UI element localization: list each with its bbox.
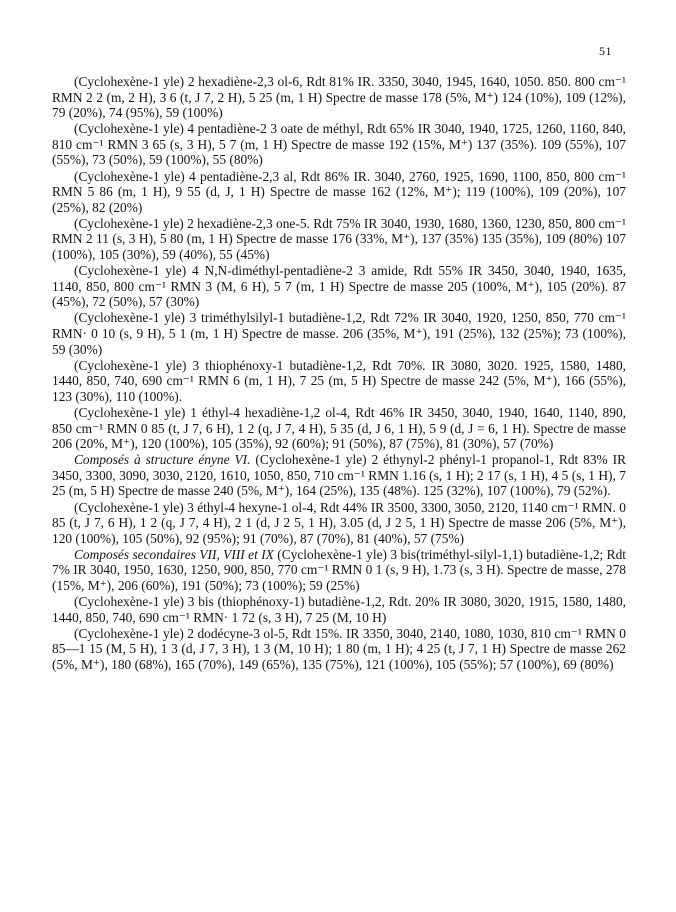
paragraph (52, 74, 626, 121)
paragraph-text: (Cyclohexène-1 yle) 2 hexadiène-2,3 ol-6, Rdt 81% IR. 3350, 3040, 1945, 1640, 1050. 850. 800 cm⁻¹ RMN 2 2 (m, 2 H), 3 6 (t, J 7, 2 H), 5 25 (m, 1 H) Spectre de masse 178 (5%, M⁺) 124 (10%), 109 (12%), 79 (20%), 74 (95%), 59 (100%) (52, 74, 626, 121)
paragraph (52, 263, 626, 310)
paragraph-text: (Cyclohexène-1 yle) 2 éthynyl-2 phényl-1 propanol-1, Rdt 83% IR 3450, 3300, 3090, 3030, 2120, 1610, 1050, 850, 710 cm⁻¹ RMN 1.16 (s, 1 H); 2 17 (s, 1 H), 4 5 (s, 1 H), 7 25 (m, 5 H) Spectre de masse 240 (5%, M⁺), 164 (25%), 135 (48%). 125 (32%), 107 (100%), 79 (52%). (52, 452, 627, 499)
paragraph-text: (Cyclohexène-1 yle) 4 pentadiène-2 3 oate de méthyl, Rdt 65% IR 3040, 1940, 1725, 1260, 1160, 840, 810 cm⁻¹ RMN 3 65 (s, 3 H), 5 7 (m, 1 H) Spectre de masse 192 (15%, M⁺) 137 (35%). 109 (55%), 107 (55%), 73 (50%), 59 (100%), 55 (80%) (52, 121, 626, 168)
paragraph (52, 626, 626, 673)
paragraph (52, 594, 626, 625)
paragraph-text: (Cyclohexène-1 yle) 2 dodécyne-3 ol-5, Rdt 15%. IR 3350, 3040, 2140, 1080, 1030, 810 cm⁻¹ RMN 0 85—1 15 (M, 5 H), 1 3 (d, J 7, 3 H), 1 3 (M, 10 H); 1 80 (m, 1 H); 4 25 (t, J 7, 1 H) Spectre de masse 262 (5%, M⁺), 180 (68%), 165 (70%), 149 (65%), 135 (75%), 121 (100%), 105 (55%); 57 (100%), 69 (80%) (52, 625, 626, 672)
paragraph (52, 310, 626, 357)
paragraph-text: (Cyclohexène-1 yle) 1 éthyl-4 hexadiène-1,2 ol-4, Rdt 46% IR 3450, 3040, 1940, 1640, 1140, 890, 850 cm⁻¹ RMN 0 85 (t, J 7, 6 H), 1 2 (q, J 7, 4 H), 5 35 (d, J 6, 1 H), 5 9 (d, J = 6, 1 H). Spectre de masse 206 (20%, M⁺), 120 (100%), 105 (35%), 92 (60%); 91 (50%), 87 (75%), 81 (30%), 57 (70%) (52, 404, 626, 452)
paragraph-text: (Cyclohexène-1 yle) 3 éthyl-4 hexyne-1 ol-4, Rdt 44% IR 3500, 3300, 3050, 2120, 1140 cm⁻¹ RMN. 0 85 (t, J 7, 6 H), 1 2 (q, J 7, 4 H), 2 1 (d, J 2 5, 1 H), 3.05 (d, J 2 5, 1 H) Spectre de masse 206 (5%, M⁺), 120 (100%), 105 (50%), 92 (95%); 91 (70%), 87 (70%), 81 (40%), 57 (75%) (52, 499, 626, 546)
paragraph (52, 547, 626, 594)
body-text (52, 74, 626, 673)
paragraph-text: (Cyclohexène-1 yle) 4 pentadiène-2,3 al, Rdt 86% IR. 3040, 2760, 1925, 1690, 1100, 850, 800 cm⁻¹ RMN 5 86 (m, 1 H), 9 55 (d, J, 1 H) Spectre de masse 162 (12%, M⁺); 119 (100%), 109 (20%), 107 (25%), 82 (20%) (52, 168, 626, 215)
paragraph (52, 169, 626, 216)
paragraph-text: (Cyclohexène-1 yle) 2 hexadiène-2,3 one-5. Rdt 75% IR 3040, 1930, 1680, 1360, 1230, 850, 800 cm⁻¹ RMN 2 11 (s, 3 H), 5 80 (m, 1 H) Spectre de masse 176 (33%, M⁺), 137 (35%) 135 (35%), 109 (80%) 107 (100%), 105 (30%), 59 (40%), 55 (45%) (52, 215, 626, 263)
section-heading-italic: Composés secondaires VII, VIII et IX (74, 546, 274, 562)
paragraph-text: (Cyclohexène-1 yle) 3 thiophénoxy-1 butadiène-1,2, Rdt 70%. IR 3080, 3020. 1925, 1580, 1480, 1440, 850, 740, 690 cm⁻¹ RMN 6 (m, 1 H), 7 25 (m, 5 H) Spectre de masse 242 (5%, M⁺), 166 (55%), 123 (30%), 110 (100%). (52, 357, 626, 404)
paragraph-text: (Cyclohexène-1 yle) 3 bis (thiophénoxy-1) butadiène-1,2, Rdt. 20% IR 3080, 3020, 1915, 1580, 1480, 1440, 850, 740, 690 cm⁻¹ RMN· 1 72 (s, 3 H), 7 25 (M, 10 H) (52, 594, 626, 625)
paragraph (52, 452, 626, 499)
page-number: 51 (599, 44, 612, 58)
paragraph (52, 358, 626, 405)
paragraph (52, 121, 626, 168)
paragraph-text: (Cyclohexène-1 yle) 3 bis(triméthyl-silyl-1,1) butadiène-1,2; Rdt 7% IR 3040, 1950, 1630, 1250, 900, 850, 770 cm⁻¹ RMN 0 1 (s, 9 H), 1.73 (s, 3 H). Spectre de masse, 278 (15%, M⁺), 206 (60%), 191 (50%); 73 (100%); 59 (25%) (52, 546, 626, 593)
paragraph (52, 405, 626, 452)
paragraph (52, 500, 626, 547)
section-heading-italic: Composés à structure ényne VI. (74, 452, 251, 468)
paragraph-text: (Cyclohexène-1 yle) 3 triméthylsilyl-1 butadiène-1,2, Rdt 72% IR 3040, 1920, 1250, 850, 770 cm⁻¹ RMN· 0 10 (s, 9 H), 5 1 (m, 1 H) Spectre de masse. 206 (35%, M⁺), 191 (25%), 132 (25%); 73 (100%), 59 (30%) (52, 310, 626, 357)
paragraph-text: (Cyclohexène-1 yle) 4 N,N-diméthyl-pentadiène-2 3 amide, Rdt 55% IR 3450, 3040, 1940, 1635, 1140, 850, 800 cm⁻¹ RMN 3 (M, 6 H), 5 7 (m, 1 H) Spectre de masse 205 (100%, M⁺), 105 (20%). 87 (45%), 72 (50%), 57 (30%) (52, 263, 626, 310)
paragraph (52, 216, 626, 263)
